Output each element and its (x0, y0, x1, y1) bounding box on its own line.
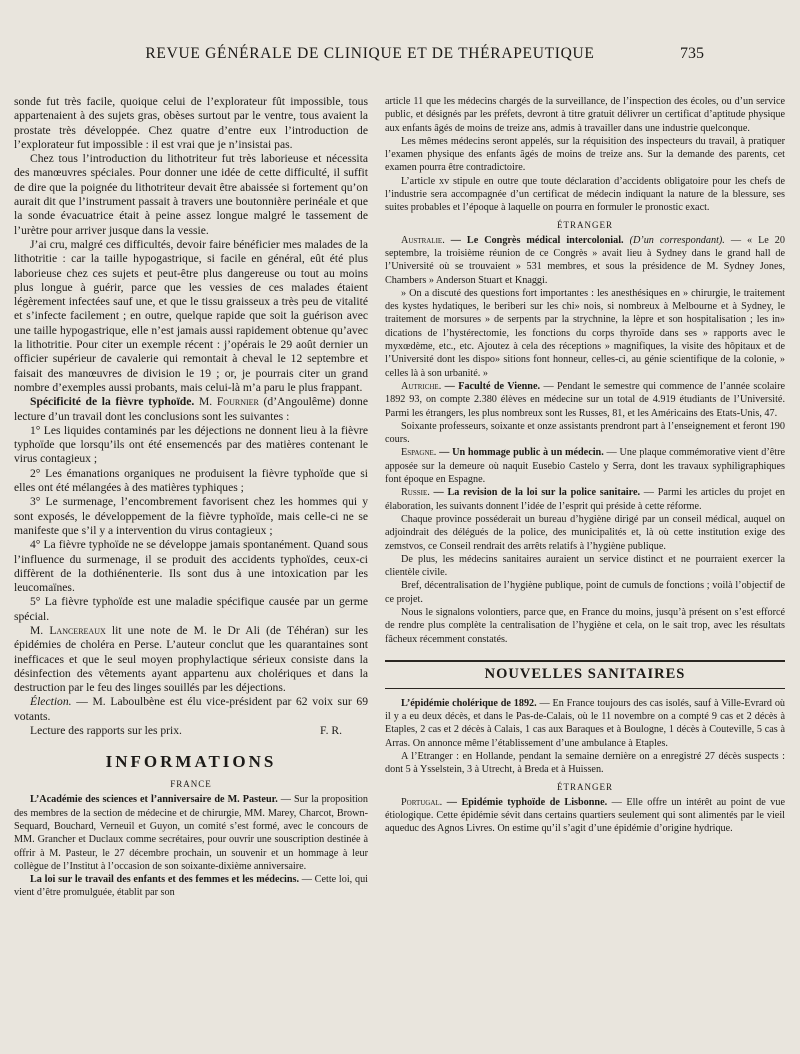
etranger-subheading: ÉTRANGER (557, 781, 613, 792)
conclusion-item: 2° Les émanations organiques ne produisent la fièvre typhoïde que si elles ont été mélangées à des matières typhiques ; (14, 466, 368, 495)
country-label: Espagne. (401, 447, 437, 459)
etranger-subheading: ÉTRANGER (557, 219, 613, 230)
lecture-text: Lecture des rapports sur les prix. (30, 724, 182, 738)
lancereaux-paragraph (14, 624, 368, 695)
autriche-paragraph (385, 380, 785, 420)
signature: F. R. (320, 724, 342, 738)
section-title: L’Académie des sciences et l’anniversaire de M. Pasteur. (30, 794, 278, 806)
paragraph-text: — Parmi les articles du projet en élaboration, les suivants donnent l’idée de l’esprit qui préside à cette réforme. (385, 487, 785, 512)
paragraph: sonde fut très facile, quoique celui de l’explorateur fût impossible, tous appartenaient à des sujets gras, obèses surtout par le ventre, tous avaient la prostate très développée. Chez quatre d’entre eux l’introduction de l’explorateur fut impossible : il est vrai que je n’insistai pas. (14, 95, 368, 151)
paragraph-text: — Elle offre un intérêt au point de vue étiologique. Cette épidémie sévit dans certains quartiers seulement qui sont alimentés par le vieil aqueduc des Agnos Livres. On estime qu’il s’agit d’une épidémie d’origine hydrique. (385, 796, 786, 835)
paragraph: Chez tous l’introduction du lithotriteur fut très laborieuse et nécessita des manœuvres spéciales. Pour donner une idée de cette difficulté, il suffit de dire que la poignée du lithotriteur devait être abaissée si fortement qu’on aurait dit que l’instrument passait à travers une boutonnière perinéale et que la sonde évacuatrice était à peine assez longue malgré le tassement de l’urètre pour arriver jusque dans la vessie. (14, 152, 368, 237)
election-label: Élection. (30, 695, 72, 709)
page-number: 735 (680, 45, 704, 62)
paragraph-text: — « Le 20 septembre, la troisième réunion de ce Congrès » avait lieu à Sydney dans le grand hall de l’Université où se trouvaient » 531 membres, et sous la présidence de M. Sydney Jones, Chambers » Anderson Stuart et Knaggi. (385, 234, 785, 286)
paragraph: Bref, décentralisation de l’hygiène publique, point de cumuls de fonctions ; voilà l’objectif de ce projet. (385, 580, 785, 605)
election-paragraph (14, 695, 368, 724)
loi-paragraph (14, 873, 368, 900)
paragraph: article 11 que les médecins chargés de la surveillance, de l’inspection des écoles, ou d’un service public, et désignés par les préfets, devront à titre gratuit délivrer un certificat d’aptitude physique aux enfants âgés de moins de treize ans, admis à travailler dans une industrie quelconque. (385, 96, 785, 134)
country-label: Autriche. (401, 380, 442, 392)
paragraph-text: — Cette loi, qui vient d’être promulguée, établit par son (14, 874, 368, 899)
france-subheading: FRANCE (170, 779, 212, 790)
right-column (385, 95, 785, 836)
paragraph-text: — Pendant le semestre qui commence de l’année scolaire 1892 93, on compte 2.380 élèves en médecine sur un total de 4.919 étudiants de l’Université. Parmi les étrangers, les plus nombreux sont les Russes, 81, et les Américains des Etats-Unis, 47. (385, 380, 786, 419)
section-title: — Faculté de Vienne. (444, 380, 541, 392)
section-title: Spécificité de la fièvre typhoïde. (30, 395, 195, 409)
nouvelles-sanitaires-heading: NOUVELLES SANITAIRES (385, 660, 785, 689)
paragraph: » On a discuté des questions fort importantes : les anesthésiques en » chirurgie, le traitement des kystes hydatiques, le beriberi sur les chi» nois, si nombreux à Melbourne et à Sydney, le traitement de morsures » de serpents par la strychnine, la lèpre et son hospitalisation ; les in» dications de l’hystérectomie, les fonctions du corps thyroïde dans ses » rapports avec le myxœdème, etc., etc. Ajoutez à cela des réceptions » magnifiques, la visite des hôpitaux et de l’Université dont les dispo» sitions font honneur, celles-ci, au génie scientifique de la colonie, » celles là à son urbanité. » (385, 287, 785, 379)
running-title: REVUE GÉNÉRALE DE CLINIQUE ET DE THÉRAPEUTIQUE (145, 45, 595, 62)
academie-paragraph (14, 793, 368, 873)
paragraph-text: (d’Angoulême) donne lecture d’un travail dont les conclusions sont les suivantes : (14, 395, 368, 423)
fournier-paragraph (14, 395, 368, 424)
paragraph: L’article xv stipule en outre que toute déclaration d’accidents obligatoire pour les chefs de l’industrie sera accompagnée d’un certificat de médecin indiquant la nature de la blessure, ses suites probables et l’époque à laquelle on pourra en formuler le pronostic exact. (385, 175, 785, 214)
paragraph: J’ai cru, malgré ces difficultés, devoir faire bénéficier mes malades de la lithotritie : car la taille hypogastrique, si facile en général, eût été plus laborieuse chez ces sujets et peut-être plus dangereuse ou tout au moins plus longue à guérir, parce que les vessies de ces malades étaient légèrement infectées sauf une, et que le tissu graisseux a très peu de vitalité et s’infecte facilement ; en outre, quelque rapide que soit la guérison avec une taille hypogastrique, elle n’est jamais aussi rapidement obtenue qu’avec la lithotritie. Pour citer un exemple récent : j’opérais le 29 août dernier un officier supérieur de cavalerie qui remontait à cheval le 12 septembre et faisait des manœuvres de division le 19 ; or, je pourrais citer un grand nombre d’exemples aussi probants, mais celui-là m’a paru le plus frappant. (14, 237, 368, 394)
section-title: — Epidémie typhoïde de Lisbonne. (446, 796, 608, 808)
portugal-paragraph (385, 796, 785, 836)
paragraph-text: — M. Laboulbène est élu vice-président par 62 voix sur 69 votants. (14, 695, 368, 723)
lecture-line (14, 724, 368, 738)
conclusion-item: 4° La fièvre typhoïde ne se développe jamais spontanément. Quand sous l’influence du surmenage, il se produit des accidents typhoïdes, ceux-ci diffèrent de la dothiénenterie. Ils sont dus à une intoxication par les leucomaïnes. (14, 538, 368, 595)
paragraph: Les mêmes médecins seront appelés, sur la réquisition des inspecteurs du travail, à pratiquer l’examen physique des enfants âgés de moins de treize ans. Sur la demande des parents, cet examen pourra être contradictoire. (385, 135, 785, 174)
section-title: L’épidémie cholérique de 1892. (401, 697, 537, 709)
informations-heading: INFORMATIONS (105, 752, 277, 772)
country-label: Portugal. (401, 796, 443, 808)
espagne-paragraph (385, 446, 785, 486)
conclusion-item: 1° Les liquides contaminés par les déjections ne donnent lieu à la fièvre typhoïde que lorsqu’ils ont été ensemencés par des matières contenant le virus contagieux ; (14, 423, 368, 466)
section-title: La loi sur le travail des enfants et des femmes et les médecins. (30, 874, 299, 886)
author-name: M. Lancereaux (30, 623, 106, 637)
conclusion-item: 5° La fièvre typhoïde est une maladie spécifique causée par un germe spécial. (14, 595, 368, 623)
cholera-paragraph (385, 697, 785, 750)
section-title: — Le Congrès médical intercolonial. (450, 234, 624, 246)
page-header (0, 36, 800, 66)
russie-paragraph (385, 486, 785, 513)
left-column (14, 95, 368, 900)
australie-paragraph (385, 234, 785, 287)
country-label: Australie. (401, 234, 445, 246)
country-label: Russie. (401, 487, 430, 499)
paragraph: De plus, les médecins sanitaires auraient un service distinct et ne pourraient exercer la clientèle civile. (385, 553, 785, 579)
paragraph-text: — Sur la proposition des membres de la section de médecine et de chirurgie, MM. Marey, Charcot, Brown-Sequard, Bouchard, Verneuil et Guyon, un comité s’est formé, avec le concours de MM. Grancher et Duclaux comme secrétaires, pour ouvrir une souscription destinée à offrir à M. Pasteur, le 27 décembre prochain, un souvenir et un hommage à leur collègue de l’Institut à l’occasion de son soixante-dixième anniversaire. (14, 794, 368, 872)
author-name: M. Fournier (198, 395, 259, 409)
paragraph: Soixante professeurs, soixante et onze assistants prendront part à l’enseignement et feront 190 cours. (385, 420, 785, 446)
section-title: — La revision de la loi sur la police sanitaire. (433, 487, 641, 499)
correspondent-note: (D’un correspondant). (629, 234, 725, 246)
paragraph: Nous le signalons volontiers, parce que, en France du moins, jusqu’à présent on s’est efforcé de rendre plus complète la centralisation de l’hygiène et cela, on le sait trop, avec les résultats fâcheux récemment constatés. (385, 606, 785, 645)
paragraph: A l’Etranger : en Hollande, pendant la semaine dernière on a enregistré 27 décès suspects : dont 5 à Ysselstein, 3 à Utrecht, à Breda et à Huissen. (385, 751, 785, 776)
section-title: — Un hommage public à un médecin. (439, 447, 604, 459)
paragraph-text: — Une plaque commémorative vient d’être apposée sur la demeure où naquit Eusebio Castelo y Serra, dont les travaux syphiligraphiques font époque en Espagne. (385, 447, 786, 486)
conclusion-item: 3° Le surmenage, l’encombrement favorisent chez les hommes qui y sont exposés, le développement de la fièvre typhoïde, mais celle-ci ne se manifeste que s’il y a intervention du virus contagieux ; (14, 495, 368, 537)
paragraph-text: — En France toujours des cas isolés, sauf à Ville-Evrard où il y a eu deux décès, et dans le Pas-de-Calais, où le 11 novembre on a compté 9 cas et 2 décès à Etaples, 2 cas et 2 décès à Calais, 1 cas aux Baraques et à Boulogne, 1 décès à Couteville, 5 cas à Arras. On annonce même l’établissement d’une ambulance à Etaples. (385, 697, 786, 749)
paragraph: Chaque province posséderait un bureau d’hygiène dirigé par un conseil médical, auquel on adjoindrait des délégués de la police, des municipalités et, là où cette institution exige des zemstvos, ce Conseil rendrait des arrêts relatifs à l’hygiène publique. (385, 513, 785, 552)
paragraph-text: lit une note de M. le Dr Ali (de Téhéran) sur les épidémies de choléra en Perse. L’auteur conclut que les quarantaines sont inefficaces et que le seul moyen prophylactique sérieux consiste dans la désinfection des vêtements ayant appartenu aux cholériques et dans la destruction par le feu des linges souillés par les déjections. (14, 623, 368, 695)
